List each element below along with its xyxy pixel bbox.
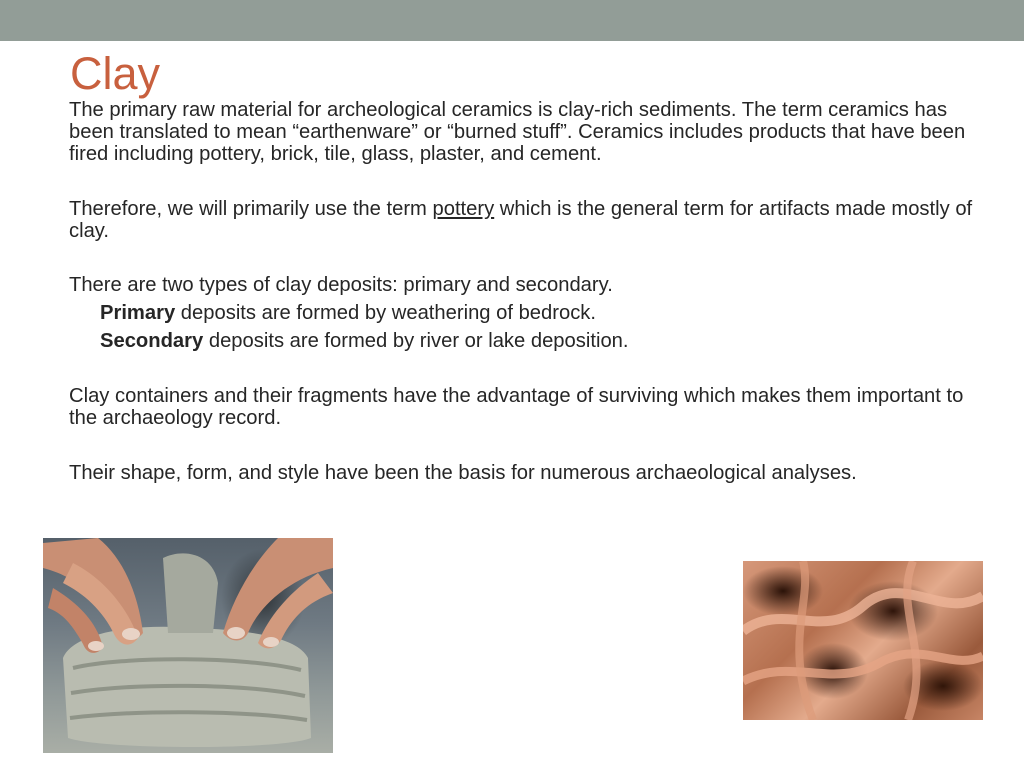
secondary-deposits-line bbox=[69, 330, 974, 352]
pottery-text-before: Therefore, we will primarily use the term bbox=[69, 198, 433, 220]
secondary-description: deposits are formed by river or lake deposition. bbox=[203, 330, 629, 352]
pottery-underlined-term: pottery bbox=[432, 198, 495, 220]
paragraph-pottery-term bbox=[69, 198, 974, 242]
slide-title: Clay bbox=[70, 48, 161, 99]
clay-hands-illustration bbox=[43, 538, 333, 753]
paragraph-survival: Clay containers and their fragments have the advantage of surviving which makes them important to the archaeology record. bbox=[69, 385, 964, 429]
pottery-text-after: which is the general term for artifacts made mostly of clay. bbox=[69, 198, 973, 242]
paragraph-analyses: Their shape, form, and style have been the basis for numerous archaeological analyses. bbox=[69, 462, 857, 484]
slide-body bbox=[69, 99, 974, 484]
paragraph-ceramics-definition: The primary raw material for archeological ceramics is clay-rich sediments. The term ceramics has been translated to mean “earthenware” or “burned stuff”. Ceramics includes products that have been fired including pottery, brick, tile, glass, plaster, and cement. bbox=[69, 99, 966, 165]
primary-term: Primary bbox=[100, 302, 176, 324]
clay-erosion-illustration bbox=[743, 561, 983, 720]
paragraph-deposit-types: There are two types of clay deposits: primary and secondary. bbox=[69, 274, 613, 296]
clay-hands-photo bbox=[43, 538, 333, 753]
primary-deposits-line bbox=[69, 302, 974, 324]
clay-erosion-photo bbox=[743, 561, 983, 720]
header-band bbox=[0, 0, 1024, 41]
primary-description: deposits are formed by weathering of bedrock. bbox=[175, 302, 597, 324]
secondary-term: Secondary bbox=[100, 330, 204, 352]
